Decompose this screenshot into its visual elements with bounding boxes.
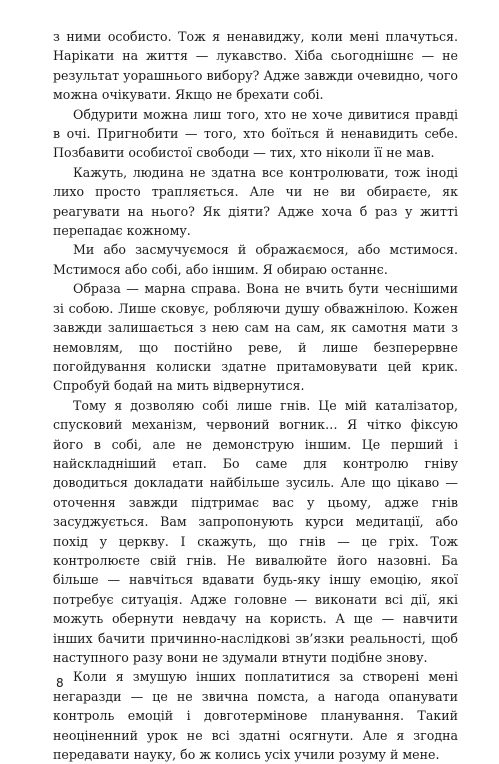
page-body — [53, 27, 458, 764]
paragraph-1: з ними особисто. Тож я ненавиджу, коли мені плачуться. Нарікати на життя — лукавство. Хіба сьогоднішнє — не результат уорашнього вибору? Адже завжди очевидно, чого можна очікувати. Якщо не брехати собі. — [53, 29, 458, 103]
page-number: 8 — [56, 676, 64, 690]
paragraph-7: Коли я змушую інших поплатитися за створені мені негаразди — це не звична помста, а нагода опанувати контроль емоцій і довготермінове планування. Такий неоціненний урок не всі здатні осягнути. Але я згодна передавати науку, бо ж колись усіх учили розуму й мене. — [53, 669, 458, 763]
paragraph-6: Тому я дозволяю собі лише гнів. Це мій каталізатор, спусковий механізм, червоний вогник… Я чітко фіксую його в собі, але не демонструю іншим. Це перший і найскладніший етап. Бо саме для контролю гніву доводиться докладати найбільше зусиль. Але що цікаво — оточення завжди підтримає вас у цьому, адже гнів засуджується. Вам запропонують курси медитації, або похід у церкву. І скажуть, що гнів — це гріх. Тож контролюєте свій гнів. Не вивалюйте його назовні. Ба більше — навчіться вдавати будь-яку іншу емоцію, якої потребує ситуація. Адже головне — виконати всі дії, які можуть обернути невдачу на користь. А ще — навчити інших бачити причинно-наслідкові зв’язки реальності, щоб наступного разу вони не здумали втнути подібне знову. — [53, 397, 458, 665]
paragraph-4: Ми або засмучуємося й ображаємося, або мстимося. Мстимося або собі, або іншим. Я обираю останнє. — [53, 242, 458, 277]
paragraph-3: Кажуть, людина не здатна все контролювати, тож іноді лихо просто трапляється. Але чи не ви обираєте, як реагувати на нього? Як діяти? Адже хоча б раз у житті перепадає кожному. — [53, 164, 458, 239]
paragraph-5: Образа — марна справа. Вона не вчить бути чеснішими зі собою. Лише сковує, робляючи душу обважнілою. Кожен завжди залишається з нею сам на сам, як самотня мати з немовлям, що постійно реве, й лише безперервне погойдування колиски здатне притамовувати цей крик. Спробуй бодай на мить відвернутися. — [53, 281, 458, 394]
paragraph-2: Обдурити можна лиш того, хто не хоче дивитися правді в очі. Пригнобити — того, хто боїться й ненавидить себе. Позбавити особистої свободи — тих, хто ніколи її не мав. — [53, 106, 458, 161]
